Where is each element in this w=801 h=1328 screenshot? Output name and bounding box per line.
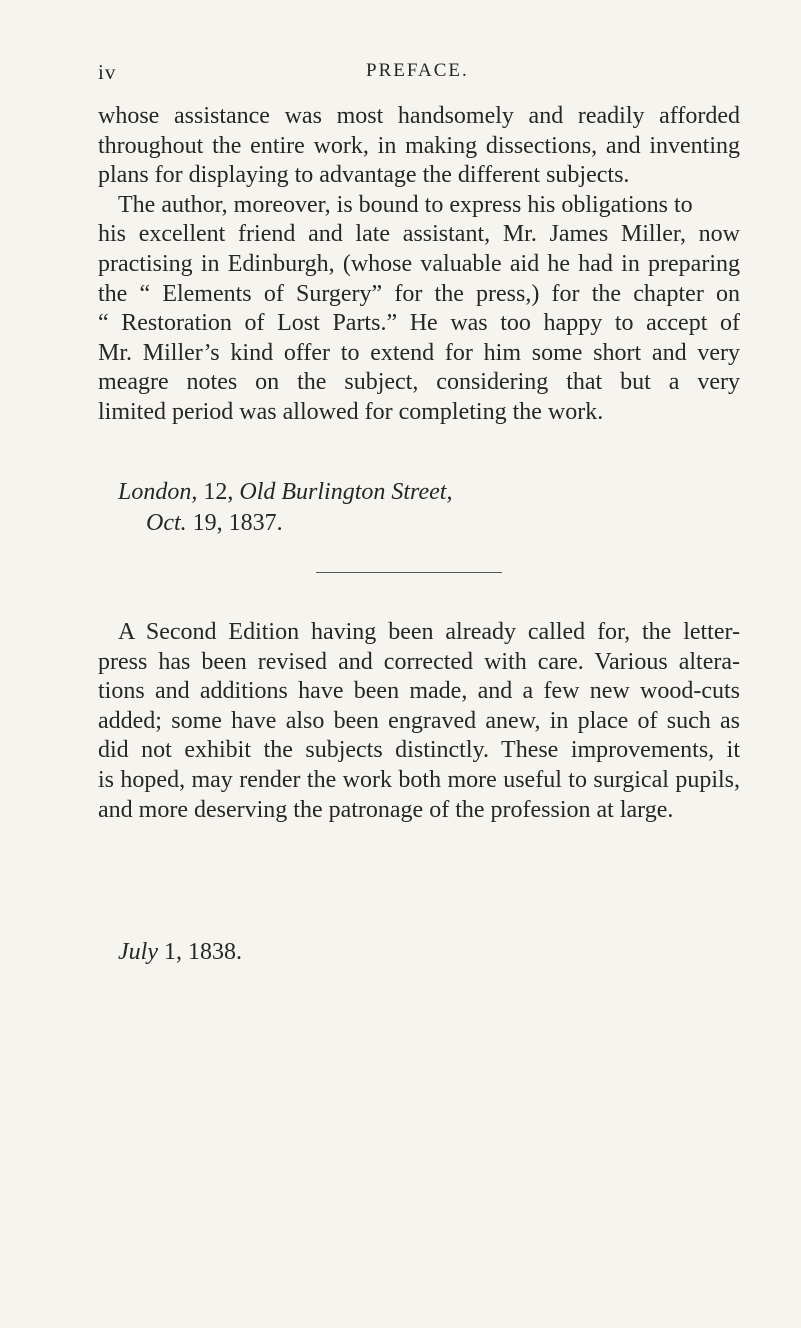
preface-paragraph-2: [98, 618, 740, 825]
signature-date: [146, 508, 283, 538]
text-line: limited period was allowed for completing the work.: [98, 398, 604, 425]
text-line: whose assistance was most handsomely and readily afforded: [98, 103, 740, 129]
signature-street: Old Burlington Street,: [239, 479, 453, 505]
signature-street-number: 12,: [197, 479, 240, 505]
text-line: The author, moreover, is bound to express his obligations to: [118, 191, 693, 218]
text-line: is hoped, may render the work both more useful to surgical pupils,: [98, 766, 740, 793]
text-line: the “ Elements of Surgery” for the press,) for the chapter on: [98, 280, 740, 307]
running-head: PREFACE.: [366, 60, 469, 81]
text-line: tions and additions have been made, and a few new wood-cuts: [98, 678, 740, 705]
signature-day-year: 19, 1837.: [186, 510, 283, 536]
second-edition-date: [118, 937, 242, 967]
preface-paragraph-1: [98, 102, 740, 428]
section-divider: [316, 572, 502, 573]
page-number: iv: [98, 60, 117, 84]
text-line: and more deserving the patronage of the profession at large.: [98, 796, 674, 823]
text-line: his excellent friend and late assistant, Mr. James Miller, now: [98, 221, 740, 248]
text-line: added; some have also been engraved anew, in place of such as: [98, 707, 740, 734]
text-line: meagre notes on the subject, considering that but a very: [98, 369, 740, 396]
signature-month: Oct.: [146, 510, 187, 536]
text-line: press has been revised and corrected with care. Various altera-: [98, 648, 740, 675]
text-line: A Second Edition having been already called for, the letter-: [118, 619, 740, 645]
text-line: did not exhibit the subjects distinctly. These improvements, it: [98, 737, 740, 764]
text-line: plans for displaying to advantage the different subjects.: [98, 162, 630, 189]
text-line: “ Restoration of Lost Parts.” He was too happy to accept of: [98, 310, 740, 337]
text-line: practising in Edinburgh, (whose valuable aid he had in preparing: [98, 250, 740, 277]
signature-month: July: [118, 939, 158, 965]
text-line: throughout the entire work, in making dissections, and inventing: [98, 132, 740, 159]
page-header: [98, 60, 738, 90]
text-line: Mr. Miller’s kind offer to extend for him some short and very: [98, 339, 740, 366]
signature-city: London,: [118, 479, 198, 505]
signature-day-year: 1, 1838.: [157, 939, 242, 965]
signature-place: [118, 477, 452, 507]
